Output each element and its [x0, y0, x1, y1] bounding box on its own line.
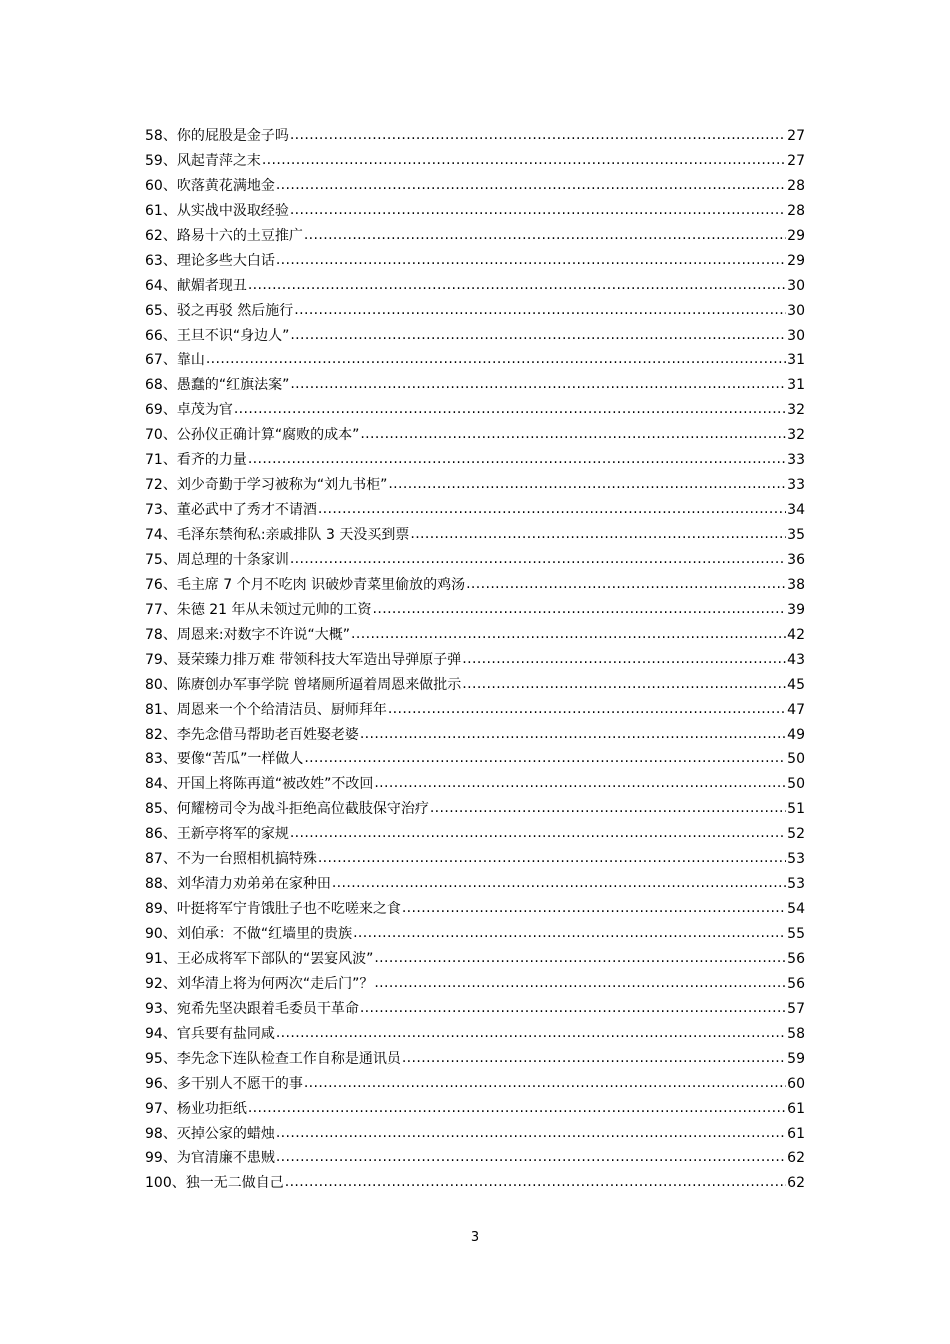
toc-entry-page: 50 — [787, 776, 805, 793]
toc-entry-page: 27 — [787, 128, 805, 144]
toc-entry[interactable] — [145, 997, 805, 1022]
toc-entry-title: 79、聂荣臻力排万难 带领科技大军造出导弹原子弹 — [145, 651, 462, 668]
toc-entry[interactable] — [145, 1146, 805, 1171]
toc-entry-page: 29 — [787, 227, 805, 244]
toc-entry[interactable] — [145, 174, 805, 199]
toc-entry-title: 94、官兵要有盐同咸 — [145, 1025, 275, 1042]
toc-entry[interactable] — [145, 822, 805, 847]
toc-entry[interactable] — [145, 698, 805, 723]
toc-entry-title: 65、驳之再驳 然后施行 — [145, 302, 294, 319]
toc-entry-page: 35 — [787, 527, 805, 543]
toc-entry[interactable] — [145, 747, 805, 772]
toc-entry-title: 96、多干别人不愿干的事 — [145, 1075, 303, 1092]
toc-entry-page: 30 — [787, 327, 805, 344]
toc-entry-page: 27 — [787, 152, 805, 169]
toc-entry-page: 39 — [787, 601, 805, 618]
toc-entry[interactable] — [145, 249, 805, 274]
toc-dot-leader — [332, 871, 786, 896]
toc-entry-page: 30 — [787, 277, 805, 294]
toc-dot-leader — [360, 422, 786, 447]
toc-entry-title: 80、陈赓创办军事学院 曾堵厕所逼着周恩来做批示 — [145, 676, 462, 693]
toc-dot-leader — [304, 746, 786, 771]
toc-dot-leader — [276, 173, 786, 198]
toc-entry-title: 76、毛主席 7 个月不吃肉 识破炒青菜里偷放的鸡汤 — [145, 576, 466, 593]
toc-entry[interactable] — [145, 124, 805, 149]
toc-entry-page: 33 — [787, 477, 805, 494]
toc-entry[interactable] — [145, 1022, 805, 1047]
toc-entry-page: 61 — [787, 1125, 805, 1142]
toc-dot-leader — [373, 597, 787, 622]
toc-dot-leader — [462, 647, 786, 672]
toc-entry[interactable] — [145, 548, 805, 573]
toc-dot-leader — [374, 946, 786, 971]
toc-entry[interactable] — [145, 847, 805, 872]
toc-dot-leader — [276, 248, 786, 273]
toc-dot-leader — [360, 996, 786, 1021]
toc-dot-leader — [304, 1071, 786, 1096]
toc-dot-leader — [290, 123, 786, 148]
toc-dot-leader — [248, 273, 786, 298]
toc-entry-title: 81、周恩来一个个给清洁员、厨师拜年 — [145, 701, 387, 718]
toc-entry-title: 86、王新亭将军的家规 — [145, 826, 289, 843]
toc-entry-title: 77、朱德 21 年从未领过元帅的工资 — [145, 601, 372, 618]
toc-dot-leader — [290, 323, 786, 348]
toc-dot-leader — [248, 1096, 786, 1121]
toc-entry-title: 88、刘华清力劝弟弟在家种田 — [145, 876, 331, 893]
toc-entry-title: 67、靠山 — [145, 352, 205, 369]
toc-dot-leader — [402, 1046, 786, 1071]
toc-entry-title: 85、何耀榜司令为战斗拒绝高位截肢保守治疗 — [145, 801, 429, 818]
toc-entry-page: 53 — [787, 876, 805, 893]
toc-entry[interactable] — [145, 598, 805, 623]
toc-entry-page: 59 — [787, 1050, 805, 1067]
toc-entry-title: 66、王旦不识“身边人” — [145, 327, 290, 344]
toc-entry[interactable] — [145, 1171, 805, 1196]
toc-dot-leader — [248, 447, 786, 472]
toc-entry[interactable] — [145, 1122, 805, 1147]
toc-entry-title: 100、独一无二做自己 — [145, 1175, 284, 1192]
toc-entry-page: 34 — [787, 502, 805, 519]
toc-entry-page: 56 — [787, 950, 805, 967]
toc-dot-leader — [466, 572, 786, 597]
toc-dot-leader — [285, 1170, 786, 1195]
toc-entry[interactable] — [145, 373, 805, 398]
toc-entry-page: 53 — [787, 851, 805, 868]
toc-entry-page: 30 — [787, 302, 805, 319]
toc-entry[interactable] — [145, 199, 805, 224]
toc-entry-title: 78、周恩来:对数字不许说“大概” — [145, 626, 351, 643]
toc-entry-title: 84、开国上将陈再道“被改姓”不改回 — [145, 776, 374, 793]
toc-dot-leader — [318, 846, 786, 871]
toc-entry-title: 75、周总理的十条家训 — [145, 551, 289, 568]
toc-entry[interactable] — [145, 723, 805, 748]
toc-entry-page: 50 — [787, 751, 805, 768]
toc-dot-leader — [234, 397, 786, 422]
toc-dot-leader — [374, 971, 786, 996]
toc-entry-page: 36 — [787, 551, 805, 568]
toc-entry[interactable] — [145, 573, 805, 598]
toc-entry[interactable] — [145, 947, 805, 972]
toc-entry[interactable] — [145, 149, 805, 174]
toc-dot-leader — [304, 223, 786, 248]
toc-entry-title: 83、要像“苦瓜”一样做人 — [145, 751, 304, 768]
toc-entry-page: 42 — [787, 626, 805, 643]
toc-dot-leader — [388, 697, 786, 722]
toc-entry[interactable] — [145, 1047, 805, 1072]
toc-entry-title: 99、为官清廉不患贼 — [145, 1150, 275, 1167]
toc-entry-page: 62 — [787, 1150, 805, 1167]
toc-dot-leader — [290, 547, 786, 572]
toc-dot-leader — [360, 722, 786, 747]
toc-entry-title: 97、杨业功拒纸 — [145, 1100, 247, 1117]
toc-entry-title: 98、灭掉公家的蜡烛 — [145, 1125, 275, 1142]
toc-entry-title: 62、路易十六的土豆推广 — [145, 227, 303, 244]
toc-entry-title: 73、董必武中了秀才不请酒 — [145, 502, 317, 519]
toc-entry-title: 69、卓茂为官 — [145, 402, 233, 419]
toc-entry[interactable] — [145, 274, 805, 299]
toc-dot-leader — [402, 896, 786, 921]
toc-dot-leader — [351, 622, 786, 647]
toc-entry-title: 71、看齐的力量 — [145, 452, 247, 469]
toc-entry[interactable] — [145, 797, 805, 822]
toc-entry-page: 62 — [787, 1175, 805, 1192]
toc-entry-title: 68、愚蠢的“红旗法案” — [145, 377, 290, 394]
toc-entry[interactable] — [145, 972, 805, 997]
toc-entry-page: 28 — [787, 177, 805, 194]
toc-dot-leader — [294, 298, 786, 323]
toc-entry[interactable] — [145, 772, 805, 797]
toc-entry[interactable] — [145, 473, 805, 498]
toc-entry[interactable] — [145, 872, 805, 897]
toc-entry-title: 87、不为一台照相机搞特殊 — [145, 851, 317, 868]
toc-entry[interactable] — [145, 224, 805, 249]
toc-entry-title: 58、你的屁股是金子吗 — [145, 128, 289, 144]
toc-entry[interactable] — [145, 423, 805, 448]
toc-entry-page: 60 — [787, 1075, 805, 1092]
toc-entry-title: 72、刘少奇勤于学习被称为“刘九书柜” — [145, 477, 388, 494]
toc-entry-page: 55 — [787, 926, 805, 942]
toc-entry-page: 28 — [787, 202, 805, 219]
toc-entry[interactable] — [145, 398, 805, 423]
toc-entry-title: 74、毛泽东禁徇私:亲戚排队 3 天没买到票 — [145, 527, 410, 543]
toc-entry[interactable] — [145, 922, 805, 947]
toc-entry-page: 49 — [787, 726, 805, 743]
toc-dot-leader — [290, 198, 786, 223]
toc-entry-title: 95、李先念下连队检查工作自称是通讯员 — [145, 1050, 401, 1067]
toc-entry-title: 70、公孙仪正确计算“腐败的成本” — [145, 427, 360, 444]
toc-entry[interactable] — [145, 1097, 805, 1122]
toc-dot-leader — [290, 821, 786, 846]
toc-entry-page: 38 — [787, 576, 805, 593]
toc-entry-title: 60、吹落黄花满地金 — [145, 177, 275, 194]
toc-entry[interactable] — [145, 897, 805, 922]
toc-entry[interactable] — [145, 623, 805, 648]
toc-dot-leader — [276, 1121, 786, 1146]
toc-entry-page: 29 — [787, 252, 805, 269]
toc-entry-page: 43 — [787, 651, 805, 668]
toc-entry-page: 32 — [787, 427, 805, 444]
toc-entry[interactable] — [145, 348, 805, 373]
toc-entry[interactable] — [145, 498, 805, 523]
toc-entry-page: 32 — [787, 402, 805, 419]
toc-entry-title: 92、刘华清上将为何两次“走后门”？ — [145, 975, 374, 992]
toc-dot-leader — [276, 1145, 786, 1170]
toc-entry-page: 58 — [787, 1025, 805, 1042]
toc-entry[interactable] — [145, 299, 805, 324]
toc-dot-leader — [388, 472, 786, 497]
toc-entry-page: 51 — [787, 801, 805, 818]
toc-dot-leader — [318, 497, 786, 522]
toc-entry[interactable] — [145, 448, 805, 473]
toc-dot-leader — [290, 372, 786, 397]
toc-dot-leader — [206, 347, 786, 372]
toc-entry-title: 64、献媚者现丑 — [145, 277, 247, 294]
toc-dot-leader — [462, 672, 786, 697]
toc-entry-title: 61、从实战中汲取经验 — [145, 202, 289, 219]
toc-entry-page: 31 — [787, 377, 805, 394]
toc-entry-page: 47 — [787, 701, 805, 718]
toc-dot-leader — [410, 522, 786, 547]
toc-entry-page: 52 — [787, 826, 805, 843]
toc-entry-title: 91、王必成将军下部队的“罢宴风波” — [145, 950, 374, 967]
toc-entry[interactable] — [145, 523, 805, 548]
toc-entry-title: 89、叶挺将军宁肯饿肚子也不吃嗟来之食 — [145, 901, 401, 918]
toc-entry-title: 59、风起青萍之末 — [145, 152, 261, 169]
page-number: 3 — [470, 1230, 480, 1245]
toc-entry-page: 56 — [787, 975, 805, 992]
toc-dot-leader — [353, 921, 786, 946]
toc-entry-title: 93、宛希先坚决跟着毛委员干革命 — [145, 1000, 359, 1017]
toc-entry-page: 61 — [787, 1100, 805, 1117]
toc-dot-leader — [374, 771, 786, 796]
toc-entry-title: 82、李先念借马帮助老百姓娶老婆 — [145, 726, 359, 743]
toc-dot-leader — [262, 148, 786, 173]
toc-entry[interactable] — [145, 1072, 805, 1097]
toc-entry-page: 31 — [787, 352, 805, 369]
toc-entry-page: 57 — [787, 1000, 805, 1017]
toc-entry[interactable] — [145, 648, 805, 673]
toc-dot-leader — [276, 1021, 786, 1046]
toc-entry[interactable] — [145, 324, 805, 349]
toc-entry-title: 63、理论多些大白话 — [145, 252, 275, 269]
toc-dot-leader — [430, 796, 786, 821]
toc-entry-page: 45 — [787, 676, 805, 693]
toc-entry-page: 54 — [787, 901, 805, 918]
toc-entry-page: 33 — [787, 452, 805, 469]
toc-entry-title: 90、刘伯承：不做“红墙里的贵族 — [145, 926, 353, 942]
table-of-contents — [145, 124, 805, 1196]
toc-entry[interactable] — [145, 673, 805, 698]
